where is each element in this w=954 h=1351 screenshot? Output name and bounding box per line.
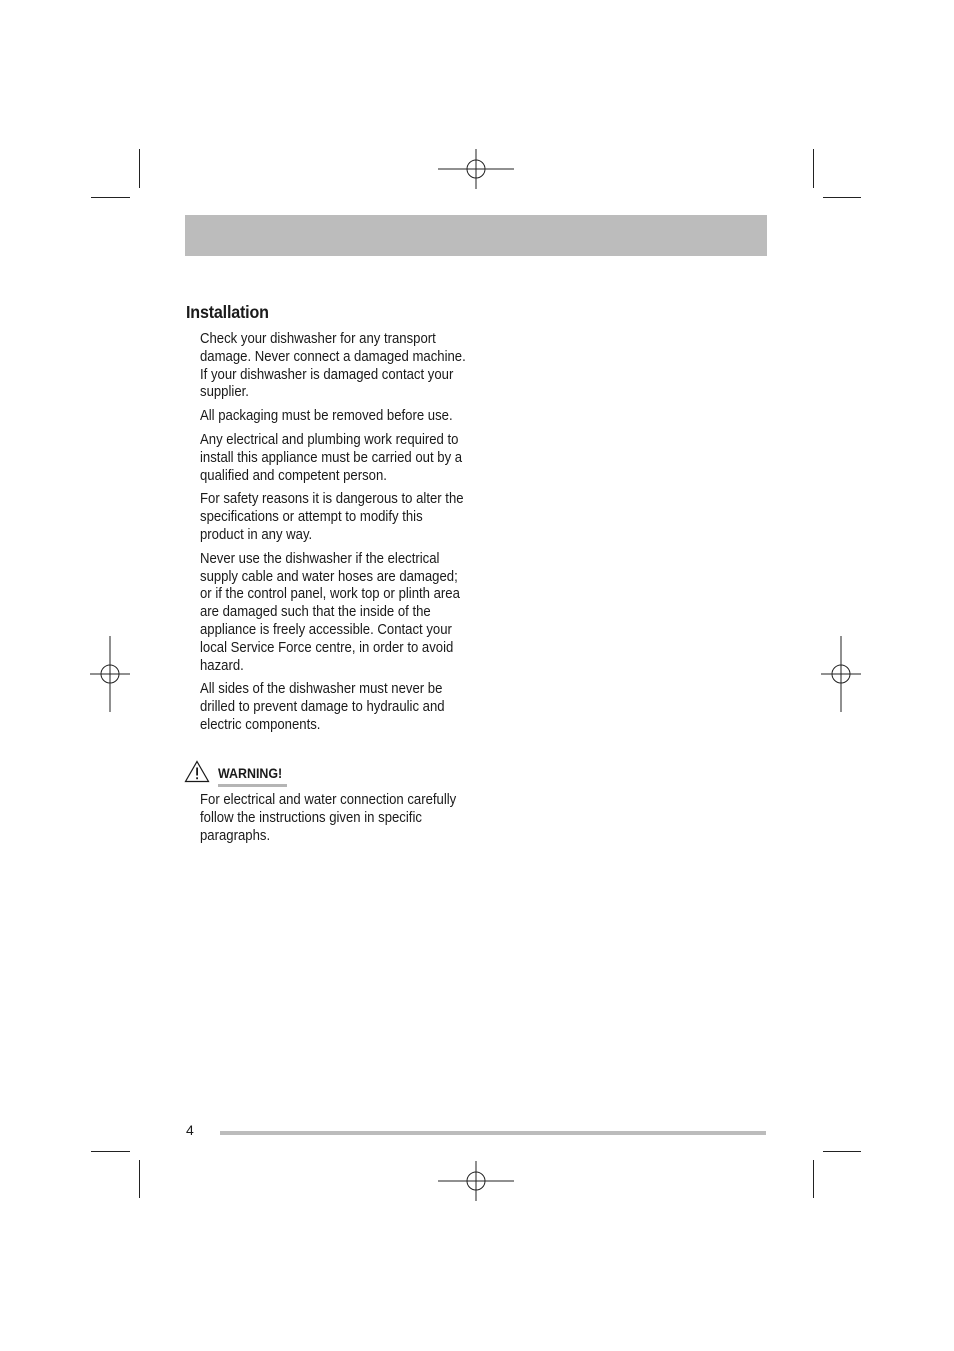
header-bar [185, 215, 767, 256]
paragraph: All sides of the dishwasher must never be drilled to prevent damage to hydraulic and electric components. [200, 681, 445, 733]
crop-mark [813, 1160, 814, 1198]
warning-triangle-icon [184, 760, 210, 783]
warning-underline [218, 784, 287, 787]
crop-mark [139, 1160, 140, 1198]
crop-mark [823, 1151, 861, 1152]
crop-mark [139, 149, 140, 188]
crop-mark [91, 197, 130, 198]
warning-label: WARNING! [218, 766, 283, 781]
paragraph: Any electrical and plumbing work required to install this appliance must be carried out by a qualified and competent person. [200, 431, 463, 484]
registration-mark-icon [803, 636, 879, 712]
paragraph: All packaging must be removed before use. [200, 408, 453, 425]
warning-text: For electrical and water connection carefully follow the instructions given in specific paragraphs. [200, 792, 457, 844]
installation-content [200, 331, 490, 741]
crop-mark [91, 1151, 130, 1152]
page-number: 4 [186, 1122, 194, 1138]
warning-content [200, 792, 490, 851]
registration-mark-icon [438, 131, 514, 207]
footer-rule [220, 1131, 766, 1135]
paragraph: Check your dishwasher for any transport damage. Never connect a damaged machine. If your dishwasher is damaged contact your supplier. [200, 331, 466, 401]
section-title: Installation [186, 302, 269, 322]
registration-mark-icon [72, 636, 148, 712]
registration-mark-icon [438, 1143, 514, 1219]
crop-mark [813, 149, 814, 188]
crop-mark [823, 197, 861, 198]
paragraph: Never use the dishwasher if the electrical supply cable and water hoses are damaged; or if the control panel, work top or plinth area are damaged such that the inside of the appliance is freely accessible. Contact your local Service Force centre, in order to avoid hazard. [200, 550, 460, 674]
paragraph: For safety reasons it is dangerous to alter the specifications or attempt to modify this product in any way. [200, 491, 464, 543]
